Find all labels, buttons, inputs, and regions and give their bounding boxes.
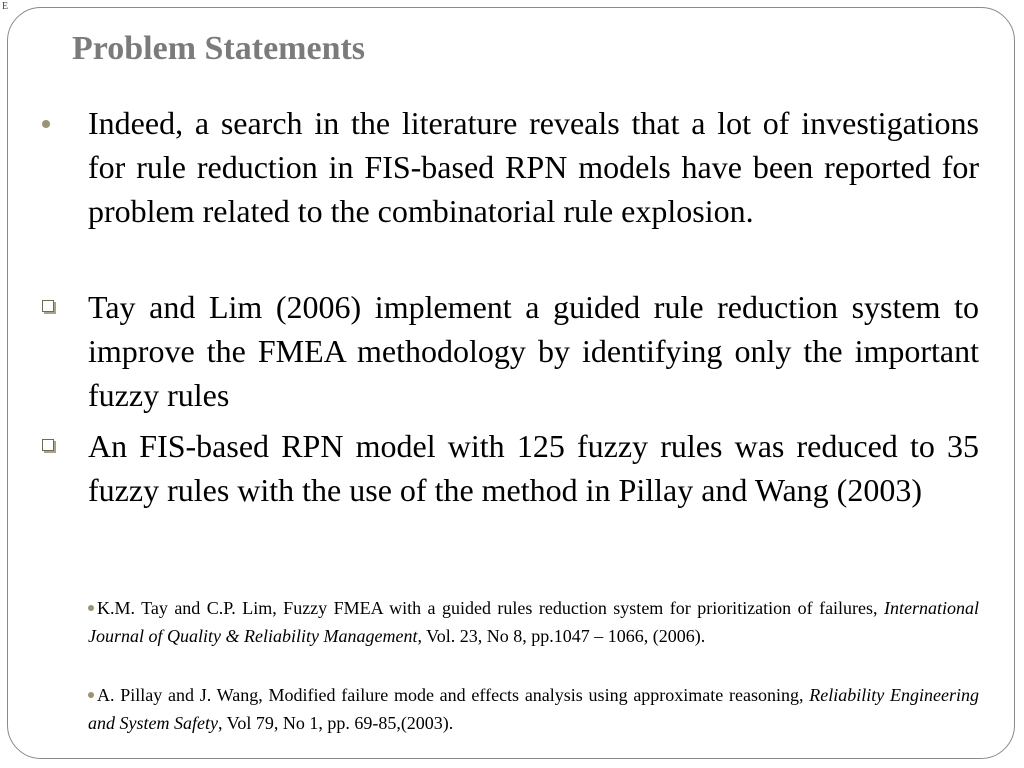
square-bullet-icon	[42, 300, 54, 312]
reference-authors-title: K.M. Tay and C.P. Lim, Fuzzy FMEA with a guided rules reduction system for prioritization of failures,	[97, 598, 884, 618]
bullet-item-3	[88, 424, 979, 512]
bullet-item-1	[88, 101, 979, 233]
reference-details: , Vol 79, No 1, pp. 69-85,(2003).	[217, 713, 454, 733]
bullet-item-2	[88, 285, 979, 417]
bullet-text: An FIS-based RPN model with 125 fuzzy rules was reduced to 35 fuzzy rules with the use of the method in Pillay and Wang (2003)	[88, 428, 979, 508]
round-bullet-icon	[42, 120, 50, 128]
reference-details: , Vol. 23, No 8, pp.1047 – 1066, (2006).	[417, 626, 706, 646]
reference-bullet-icon	[88, 605, 94, 611]
corner-mark: E	[2, 1, 9, 12]
slide-title: Problem Statements	[72, 30, 366, 67]
reference-journal: Reliability Engineering and System Safety	[88, 685, 979, 733]
bullet-text: Tay and Lim (2006) implement a guided rule reduction system to improve the FMEA methodology by identifying only the important fuzzy rules	[88, 289, 979, 413]
reference-1	[88, 594, 979, 650]
reference-journal: International Journal of Quality & Reliability Management	[88, 598, 979, 646]
reference-2	[88, 681, 979, 737]
reference-bullet-icon	[88, 692, 94, 698]
reference-authors-title: A. Pillay and J. Wang, Modified failure mode and effects analysis using approximate reasoning,	[97, 685, 810, 705]
square-bullet-icon	[42, 439, 54, 451]
bullet-text: Indeed, a search in the literature reveals that a lot of investigations for rule reduction in FIS-based RPN models have been reported for problem related to the combinatorial rule explosion.	[88, 105, 979, 229]
